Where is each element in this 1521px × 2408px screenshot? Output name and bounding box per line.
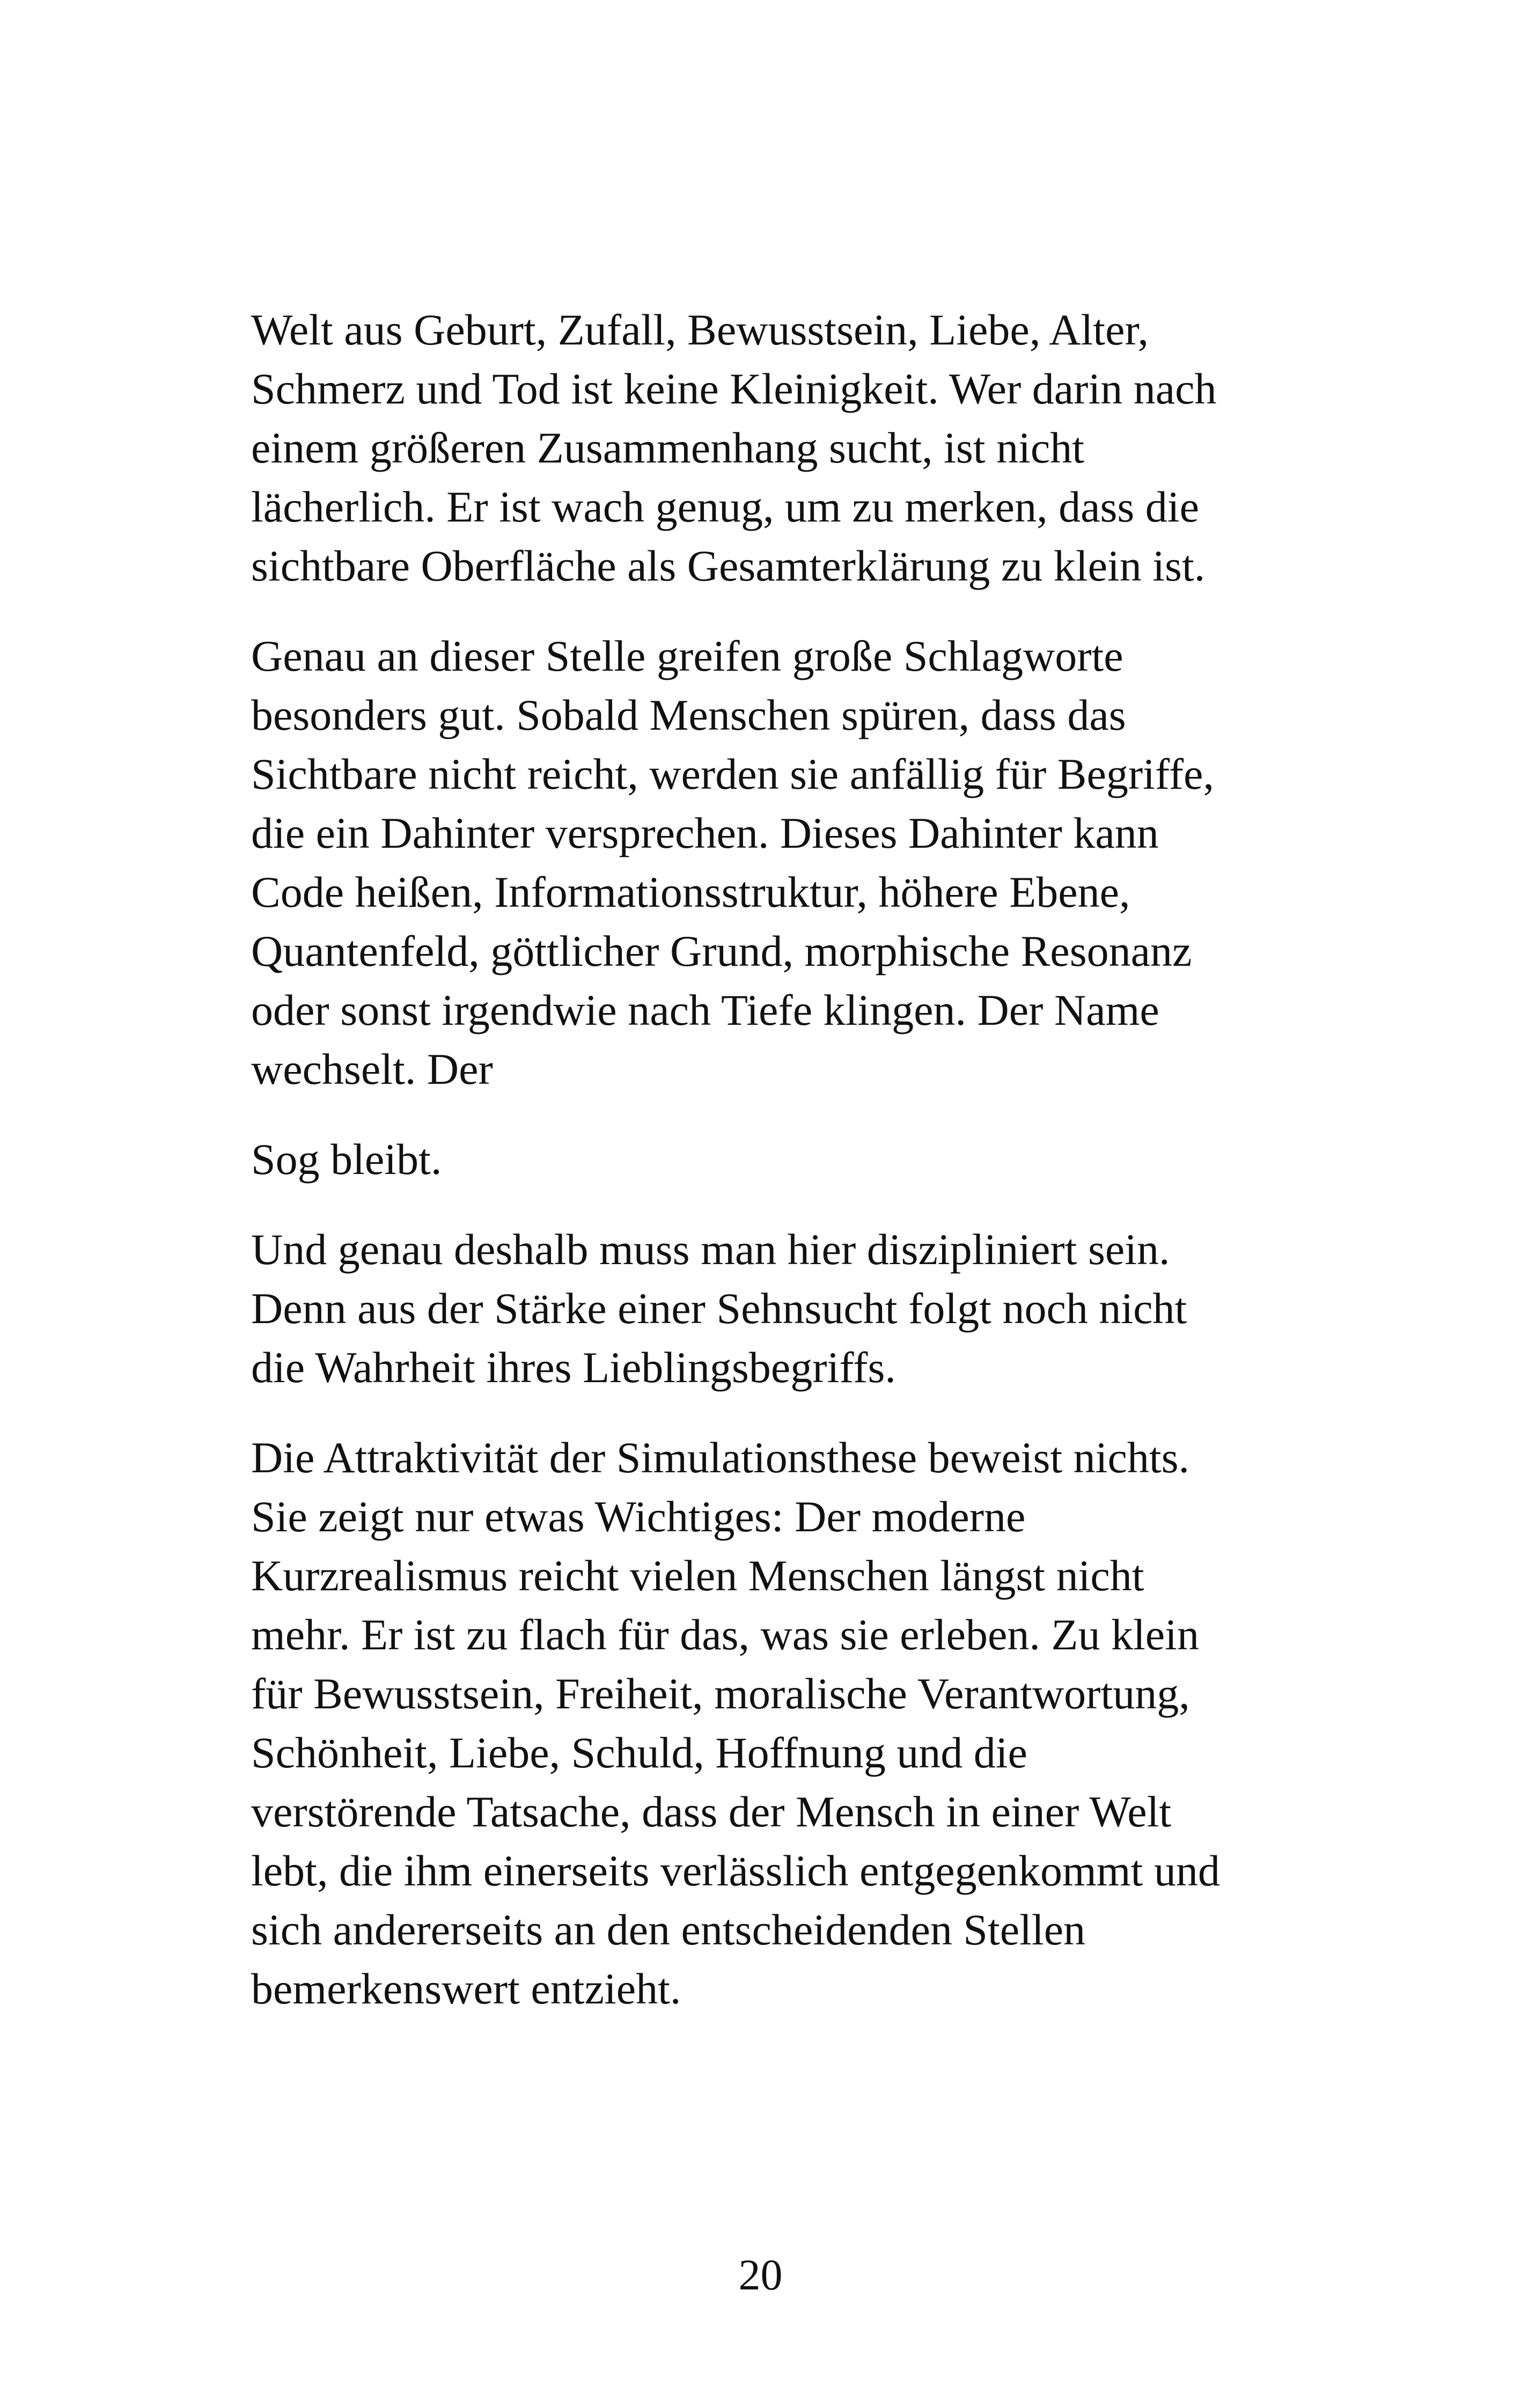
paragraph: Die Attraktivität der Simulationsthese beweist nichts. Sie zeigt nur etwas Wichtiges: Der moderne Kurzrealismus reicht vielen Menschen längst nicht mehr. Er ist zu flach für das, was sie erleben. Zu klein für Bewusstsein, Freiheit, moralische Verantwortung, Schönheit, Liebe, Schuld, Hoffnung und die verstörende Tatsache, dass der Mensch in einer Welt lebt, die ihm einerseits verlässlich entgegenkommt und sich andererseits an den entscheidenden Stellen bemerkenswert entzieht. — [251, 1433, 1220, 2013]
paragraph: Welt aus Geburt, Zufall, Bewusstsein, Liebe, Alter, Schmerz und Tod ist keine Kleinigkeit. Wer darin nach einem größeren Zusammenhang sucht, ist nicht lächerlich. Er ist wach genug, um zu merken, dass die sichtbare Oberfläche als Gesamterklärung zu klein ist. — [251, 305, 1217, 590]
paragraph: Sog bleibt. — [251, 1135, 442, 1184]
page-number: 20 — [738, 2250, 783, 2299]
page-body — [251, 300, 1292, 2050]
paragraph: Und genau deshalb muss man hier diszipliniert sein. Denn aus der Stärke einer Sehnsucht folgt noch nicht die Wahrheit ihres Lieblingsbegriffs. — [251, 1225, 1187, 1392]
paragraph: Genau an dieser Stelle greifen große Schlagworte besonders gut. Sobald Menschen spüren, dass das Sichtbare nicht reicht, werden sie anfällig für Begriffe, die ein Dahinter versprechen. Dieses Dahinter kann Code heißen, Informationsstruktur, höhere Ebene, Quantenfeld, göttlicher Grund, morphische Resonanz oder sonst irgendwie nach Tiefe klingen. Der Name wechselt. Der — [251, 632, 1214, 1093]
